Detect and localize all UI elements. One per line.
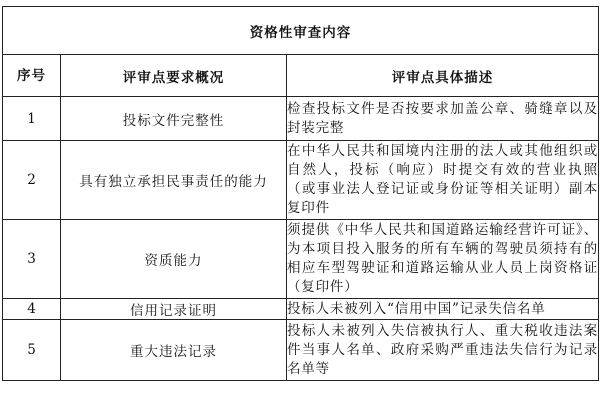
header-seq: 序号 [3,55,61,97]
row-description: 检查投标文件是否按要求加盖公章、骑缝章以及封装完整 [287,97,599,141]
row-item: 信用记录证明 [61,299,287,320]
header-item: 评审点要求概况 [61,55,287,97]
table-row [3,320,599,381]
table-row [3,299,599,320]
table-row [3,97,599,141]
table-row [3,220,599,299]
table-title-row [3,7,599,55]
row-item: 资质能力 [61,220,287,299]
row-description: 投标人未被列入“信用中国”记录失信名单 [287,299,599,320]
row-description: 投标人未被列入失信被执行人、重大税收违法案件当事人名单、政府采购严重违法失信行为记录名单等 [287,320,599,381]
row-item: 具有独立承担民事责任的能力 [61,141,287,220]
document-page [2,6,599,381]
row-number: 4 [3,299,61,320]
row-number: 1 [3,97,61,141]
row-number: 5 [3,320,61,381]
row-description: 在中华人民共和国境内注册的法人或其他组织或自然人，投标（响应）时提交有效的营业执照（或事业法人登记证或身份证等相关证明）副本复印件 [287,141,599,220]
header-desc: 评审点具体描述 [287,55,599,97]
row-number: 3 [3,220,61,299]
row-description: 须提供《中华人民共和国道路运输经营许可证》、为本项目投入服务的所有车辆的驾驶员须持有的相应车型驾驶证和道路运输从业人员上岗资格证（复印件） [287,220,599,299]
table-row [3,141,599,220]
row-number: 2 [3,141,61,220]
row-item: 重大违法记录 [61,320,287,381]
qualification-review-table [2,6,599,381]
row-item: 投标文件完整性 [61,97,287,141]
table-header-row [3,55,599,97]
table-title: 资格性审查内容 [3,7,599,55]
